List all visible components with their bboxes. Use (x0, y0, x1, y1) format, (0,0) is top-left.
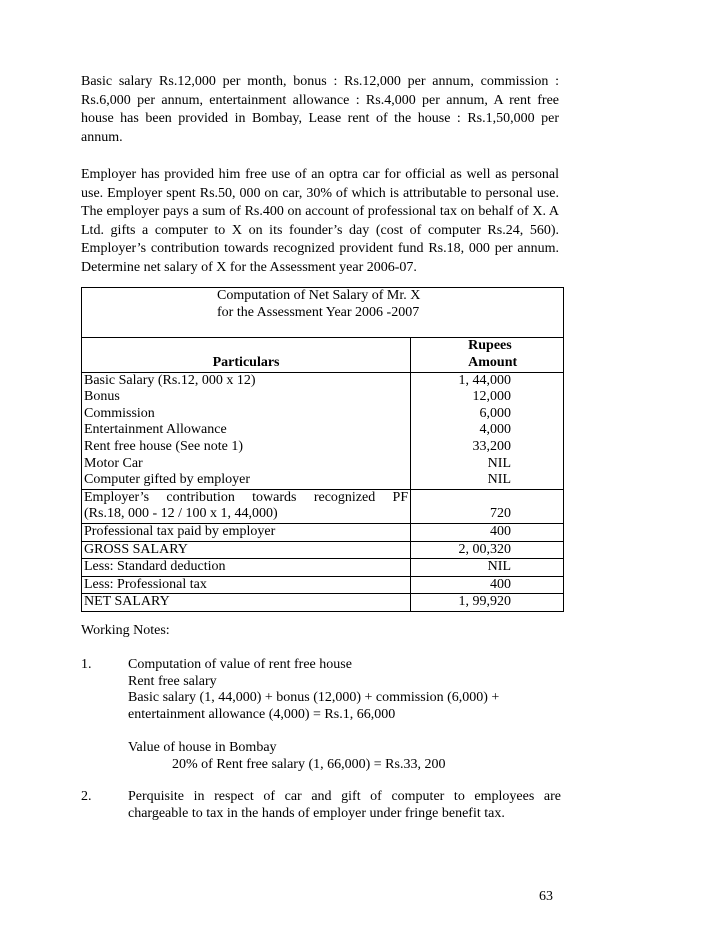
page-number: 63 (539, 889, 553, 904)
note-line: Value of house in Bombay (128, 739, 277, 755)
table-row (82, 372, 564, 389)
pf-label-cell (82, 489, 411, 523)
row-label: Computer gifted by employer (82, 472, 411, 489)
table-title-line-1: Computation of Net Salary of Mr. X (217, 288, 421, 303)
header-amount-cell (411, 338, 564, 373)
table-header-row (82, 338, 564, 373)
note-line: entertainment allowance (4,000) = Rs.1, 66,000 (128, 706, 396, 722)
note-line: Computation of value of rent free house (128, 657, 352, 672)
table-title-cell (82, 288, 564, 338)
header-amount: Amount (468, 354, 518, 370)
pf-label-line-2: (Rs.18, 000 - 12 / 100 x 1, 44,000) (84, 506, 278, 522)
note-number: 2. (81, 789, 92, 804)
note-line: Rent free salary (128, 673, 217, 689)
table-row (82, 472, 564, 489)
table-row (82, 422, 564, 439)
table-row (82, 439, 564, 456)
row-amount: 12,000 (411, 389, 564, 406)
row-label: Less: Professional tax (82, 576, 411, 594)
note-line: Perquisite in respect of car and gift of computer to employees are (128, 789, 561, 804)
header-particulars: Particulars (82, 338, 411, 373)
row-amount: 2, 00,320 (411, 541, 564, 559)
row-amount: 33,200 (411, 439, 564, 456)
table-row-net-salary (82, 594, 564, 612)
row-amount: NIL (411, 472, 564, 489)
spacer (128, 723, 561, 740)
table-row (82, 406, 564, 423)
table-title-row (82, 288, 564, 338)
row-label: Entertainment Allowance (82, 422, 411, 439)
row-amount: 6,000 (411, 406, 564, 423)
note-number: 1. (81, 657, 92, 672)
row-label: Bonus (82, 389, 411, 406)
table-row (82, 559, 564, 577)
row-label: Motor Car (82, 456, 411, 473)
row-amount: 1, 44,000 (411, 372, 564, 389)
table-row (82, 389, 564, 406)
problem-paragraph-1: Basic salary Rs.12,000 per month, bonus : Rs.12,000 per annum, commission : Rs.6,000 per annum, entertainment allowance : Rs.4,000 per annum, A rent free house has been provided in Bombay, Lease rent of the house : Rs.1,50,000 per annum. (81, 74, 559, 145)
note-body (128, 657, 561, 773)
row-label: Commission (82, 406, 411, 423)
header-rupees: Rupees (468, 338, 512, 353)
row-label: Professional tax paid by employer (82, 523, 411, 541)
net-salary-table (81, 287, 564, 612)
pf-amount: 720 (411, 489, 564, 523)
row-amount: NIL (411, 456, 564, 473)
working-notes-title: Working Notes: (81, 623, 170, 638)
row-amount: 400 (411, 576, 564, 594)
row-label: Basic Salary (Rs.12, 000 x 12) (82, 372, 411, 389)
note-line: 20% of Rent free salary (1, 66,000) = Rs.33, 200 (172, 756, 446, 772)
problem-paragraph-2: Employer has provided him free use of an optra car for official as well as personal use. Employer spent Rs.50, 000 on car, 30% of which is attributable to personal use. The employer pays a sum of Rs.400 on account of professional tax on behalf of X. A Ltd. gifts a computer to X on its founder’s day (cost of computer Rs.24, 560). Employer’s contribution towards recognized provident fund Rs.18, 000 per annum. Determine net salary of X for the Assessment year 2006-07. (81, 167, 559, 275)
table-row (82, 456, 564, 473)
row-label: Less: Standard deduction (82, 559, 411, 577)
table-row-gross-salary (82, 541, 564, 559)
table-title-line-2: for the Assessment Year 2006 -2007 (217, 304, 420, 320)
row-amount: 1, 99,920 (411, 594, 564, 612)
pf-label-line-1: Employer’s contribution towards recognized PF (84, 489, 409, 505)
row-label: GROSS SALARY (82, 541, 411, 559)
row-amount: 400 (411, 523, 564, 541)
note-line: Basic salary (1, 44,000) + bonus (12,000) + commission (6,000) + (128, 690, 500, 706)
row-label: NET SALARY (82, 594, 411, 612)
note-body (128, 789, 561, 822)
table-row (82, 576, 564, 594)
row-amount: 4,000 (411, 422, 564, 439)
table-row-pf (82, 489, 564, 523)
table-row (82, 523, 564, 541)
note-line: chargeable to tax in the hands of employer under fringe benefit tax. (128, 805, 505, 821)
row-label: Rent free house (See note 1) (82, 439, 411, 456)
row-amount: NIL (411, 559, 564, 577)
